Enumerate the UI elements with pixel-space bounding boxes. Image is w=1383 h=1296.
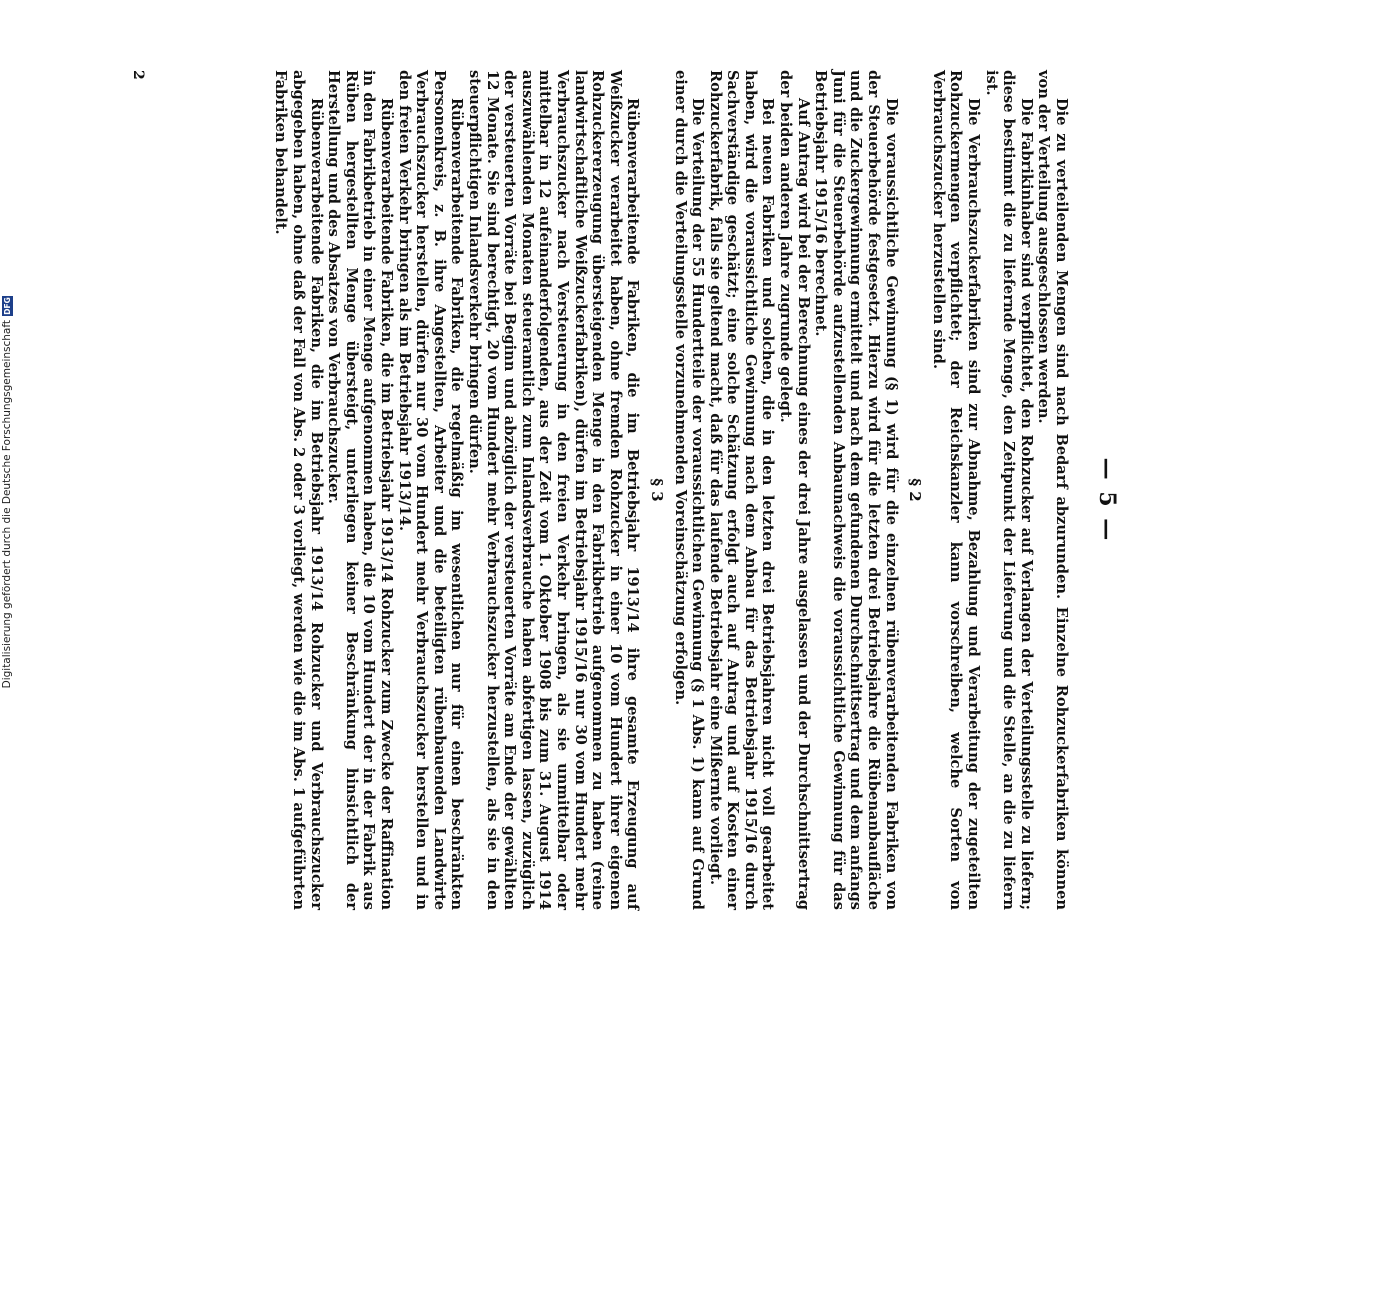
page-body xyxy=(272,70,1070,910)
paragraph: Die Verteilung der 55 Hundertteile der voraussichtlichen Gewinnung (§ 1 Abs. 1) kann auf Grund einer durch die Verteilungsstelle vorzunehmenden Voreinschätzung erfolgen. xyxy=(671,70,707,910)
funding-credit xyxy=(0,296,14,1296)
scanned-page xyxy=(120,0,1240,1030)
paragraph: Auf Antrag wird bei der Berechnung eines der drei Jahre ausgelassen und der Durchschnittsertrag der beiden anderen Jahre zugrunde gelegt. xyxy=(777,70,812,910)
section-heading: § 3 xyxy=(647,478,666,502)
credit-text: Digitalisierung gefördert durch die Deutsche Forschungsgemeinschaft xyxy=(1,320,13,689)
page-number: — 5 — xyxy=(1094,457,1120,543)
paragraph: Die voraussichtliche Gewinnung (§ 1) wird für die einzelnen rübenverarbeitenden Fabriken von der Steuerbehörde festgesetzt. Hierzu wird für die letzten drei Betriebsjahre die Rübenanbaufläche und die Zuckergewinnung ermittelt und nach dem gefundenen Durchschnittsertrag und dem anfangs Juni für die Steuerbehörde aufzustellenden Anbaunachweis die voraussichtliche Gewinnung für das Betriebsjahr 1915/16 berechnet. xyxy=(812,70,900,910)
paragraph: Die Verbrauchszuckerfabriken sind zur Abnahme, Bezahlung und Verarbeitung der zugeteilten Rohzuckermengen verpflichtet; der Reichskanzler kann vorschreiben, welche Sorten von Verbrauchszucker herzustellen sind. xyxy=(929,70,983,910)
paragraph: Bei neuen Fabriken und solchen, die in den letzten drei Betriebsjahren nicht voll gearbeitet haben, wird die voraussichtliche Gewinnung nach dem Anbau für das Betriebsjahr 1915/16 durch Sachverständige geschätzt; eine solche Schätzung erfolgt auch auf Antrag und auf Kosten einer Rohzuckerfabrik, falls sie geltend macht, daß für das laufende Betriebsjahr eine Mißernte vorliegt. xyxy=(706,70,777,910)
paragraph: Die Fabrikinhaber sind verpflichtet, den Rohzucker auf Verlangen der Verteilungsstelle zu liefern; diese bestimmt die zu liefernde Menge, den Zeitpunkt der Lieferung und die Stelle, an die zu liefern ist. xyxy=(982,70,1035,910)
paragraph: Rübenverarbeitende Fabriken, die im Betriebsjahr 1913/14 Rohzucker zum Zwecke der Raffination in den Fabrikbetrieb in einer Menge aufgenommen haben, die 10 vom Hundert der in der Fabrik aus Rüben hergestellten Menge übersteigt, unterliegen keiner Beschränkung hinsichtlich der Herstellung und des Absatzes von Verbrauchszucker. xyxy=(325,70,396,910)
section-heading: § 2 xyxy=(906,478,925,502)
paragraph: Rübenverarbeitende Fabriken, die im Betriebsjahr 1913/14 Rohzucker und Verbrauchszucker abgegeben haben, ohne daß der Fall von Abs. 2 oder 3 vorliegt, werden wie die im Abs. 1 aufgeführten Fabriken behandelt. xyxy=(272,70,325,910)
paragraph: Rübenverarbeitende Fabriken, die im Betriebsjahr 1913/14 ihre gesamte Erzeugung auf Weißzucker verarbeitet haben, ohne fremden Rohzucker in einer 10 vom Hundert ihrer eigenen Rohzuckererzeugung übersteigenden Menge in den Fabrikbetrieb aufgenommen zu haben (reine landwirtschaftliche Weißzuckerfabriken), dürfen im Betriebsjahr 1915/16 nur 30 vom Hundert mehr Verbrauchszucker nach Versteuerung in den freien Verkehr bringen, als sie unmittelbar oder mittelbar in 12 aufeinanderfolgenden, aus der Zeit vom 1. Oktober 1908 bis zum 31. August 1914 auszuwählenden Monaten steueramtlich zum Inlandsverbrauche haben abfertigen lassen, zuzüglich der versteuerten Vorräte bei Beginn und abzüglich der versteuerten Vorräte am Ende der gewählten 12 Monate. Sie sind berechtigt, 20 vom Hundert mehr Verbrauchszucker herzustellen, als sie in den steuerpflichtigen Inlandsverkehr bringen dürfen. xyxy=(466,70,642,910)
signature-mark: 2 xyxy=(130,70,146,80)
dfg-logo-icon: DFG xyxy=(2,297,12,315)
paragraph: Die zu verteilenden Mengen sind nach Bedarf abzurunden. Einzelne Rohzuckerfabriken können von der Verteilung ausgeschlossen werden. xyxy=(1035,70,1070,910)
paragraph: Rübenverarbeitende Fabriken, die regelmäßig im wesentlichen nur für einen beschränkten Personenkreis, z. B. ihre Angestellten, Arbeiter und die beteiligten rübenbauenden Landwirte Verbrauchszucker herstellen, dürfen nur 30 vom Hundert mehr Verbrauchszucker herstellen und in den freien Verkehr bringen als im Betriebsjahr 1913/14. xyxy=(395,70,466,910)
